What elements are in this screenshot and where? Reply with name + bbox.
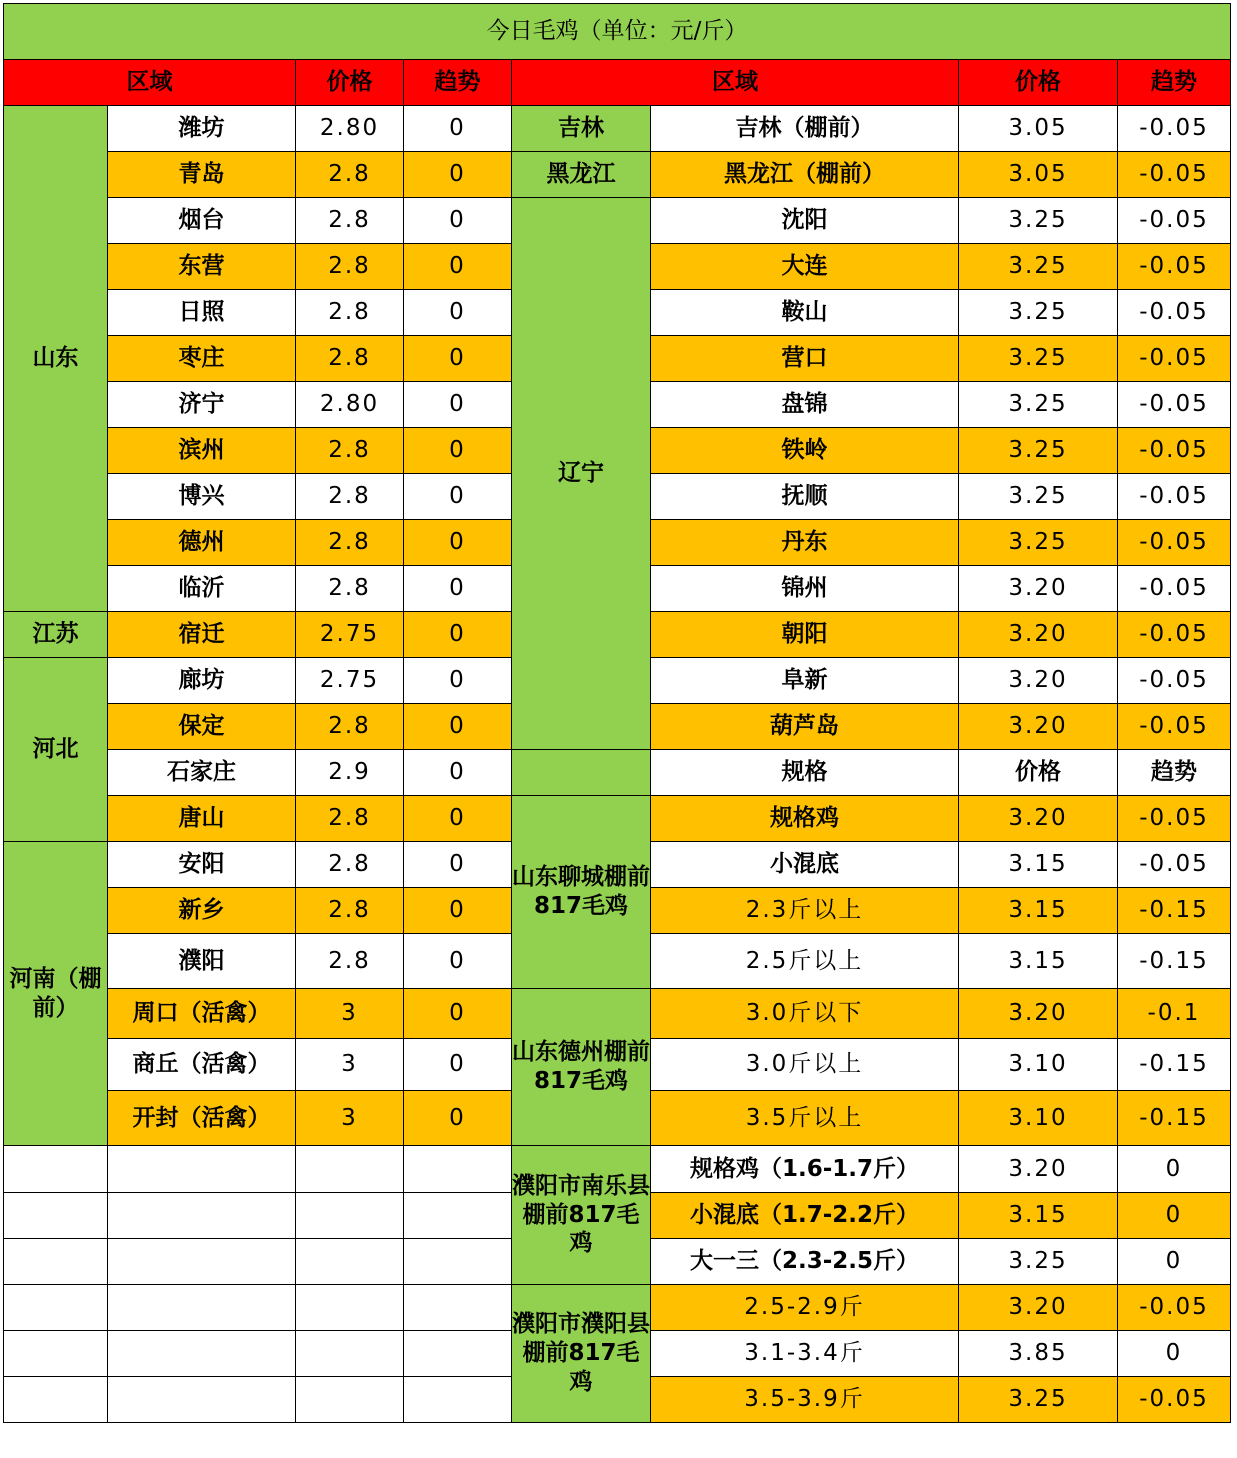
group-shandong: 山东 [4,106,108,612]
right-trend: 0 [1118,1239,1231,1285]
left-price: 2.8 [296,704,404,750]
right-trend: 0 [1118,1193,1231,1239]
left-trend: 0 [404,290,512,336]
left-trend: 0 [404,989,512,1039]
left-price: 2.9 [296,750,404,796]
right-trend: -0.05 [1118,520,1231,566]
group-liaoning: 辽宁 [512,198,651,750]
right-price: 3.15 [959,934,1118,989]
right-name: 铁岭 [651,428,959,474]
right-trend: -0.05 [1118,704,1231,750]
left-price: 2.75 [296,658,404,704]
right-name: 盘锦 [651,382,959,428]
header-right-trend: 趋势 [1118,60,1231,106]
right-trend: 0 [1118,1331,1231,1377]
left-city: 周口（活禽） [108,989,296,1039]
left-city: 日照 [108,290,296,336]
right-price: 3.25 [959,244,1118,290]
left-price: 2.8 [296,198,404,244]
header-right-price: 价格 [959,60,1118,106]
group-dezhou: 山东德州棚前817毛鸡 [512,989,651,1146]
right-price: 3.15 [959,842,1118,888]
right-trend: -0.1 [1118,989,1231,1039]
right-name: 规格鸡（1.6-1.7斤） [651,1146,959,1193]
empty-cell [108,1377,296,1423]
right-trend: -0.15 [1118,1091,1231,1146]
right-name: 朝阳 [651,612,959,658]
left-trend: 0 [404,612,512,658]
left-price: 3 [296,989,404,1039]
right-name: 小混底 [651,842,959,888]
left-price: 2.8 [296,152,404,198]
left-price: 3 [296,1091,404,1146]
right-name: 规格鸡 [651,796,959,842]
right-price: 3.10 [959,1091,1118,1146]
right-price: 3.20 [959,796,1118,842]
empty-cell [404,1146,512,1193]
group-puyang: 濮阳市濮阳县棚前817毛鸡 [512,1285,651,1423]
right-trend: -0.05 [1118,106,1231,152]
left-trend: 0 [404,566,512,612]
left-trend: 0 [404,428,512,474]
empty-cell [108,1285,296,1331]
left-trend: 0 [404,1091,512,1146]
left-city: 烟台 [108,198,296,244]
right-trend: -0.05 [1118,428,1231,474]
left-city: 开封（活禽） [108,1091,296,1146]
group-nanle: 濮阳市南乐县棚前817毛鸡 [512,1146,651,1285]
left-city: 安阳 [108,842,296,888]
left-price: 2.75 [296,612,404,658]
left-price: 2.8 [296,428,404,474]
right-trend: -0.05 [1118,658,1231,704]
left-trend: 0 [404,658,512,704]
empty-cell [404,1377,512,1423]
right-price: 3.20 [959,989,1118,1039]
right-name: 2.5-2.9斤 [651,1285,959,1331]
right-price: 3.25 [959,520,1118,566]
empty-cell [108,1239,296,1285]
left-trend: 0 [404,1039,512,1091]
right-name: 3.1-3.4斤 [651,1331,959,1377]
left-price: 2.8 [296,290,404,336]
left-price: 2.8 [296,796,404,842]
left-price: 2.8 [296,474,404,520]
left-trend: 0 [404,336,512,382]
right-name: 阜新 [651,658,959,704]
empty-cell [4,1193,108,1239]
right-name: 大连 [651,244,959,290]
right-trend: -0.05 [1118,474,1231,520]
left-city: 滨州 [108,428,296,474]
left-trend: 0 [404,888,512,934]
right-name: 丹东 [651,520,959,566]
right-name: 抚顺 [651,474,959,520]
group-henan: 河南（棚前） [4,842,108,1146]
right-price: 3.25 [959,336,1118,382]
group-jilin: 吉林 [512,106,651,152]
group-liaocheng: 山东聊城棚前817毛鸡 [512,796,651,989]
empty-cell [404,1285,512,1331]
left-price: 2.8 [296,566,404,612]
right-name: 3.0斤以上 [651,1039,959,1091]
empty-cell [296,1285,404,1331]
right-trend: -0.05 [1118,842,1231,888]
right-price: 3.15 [959,888,1118,934]
right-price: 3.20 [959,704,1118,750]
left-trend: 0 [404,382,512,428]
empty-cell [296,1239,404,1285]
right-name: 营口 [651,336,959,382]
right-trend: -0.15 [1118,888,1231,934]
right-price: 3.05 [959,152,1118,198]
right-price: 3.05 [959,106,1118,152]
left-city: 唐山 [108,796,296,842]
right-name: 3.5斤以上 [651,1091,959,1146]
right-price: 3.15 [959,1193,1118,1239]
right-trend: -0.05 [1118,152,1231,198]
left-city: 枣庄 [108,336,296,382]
empty-cell [404,1239,512,1285]
price-table-container [3,3,1231,1423]
chicken-price-table [3,3,1231,1423]
empty-cell [4,1239,108,1285]
left-city: 博兴 [108,474,296,520]
empty-cell [296,1193,404,1239]
left-price: 2.8 [296,888,404,934]
left-city: 东营 [108,244,296,290]
right-trend: 0 [1118,1146,1231,1193]
left-price: 2.8 [296,842,404,888]
left-city: 石家庄 [108,750,296,796]
right-price: 3.20 [959,566,1118,612]
left-price: 2.8 [296,244,404,290]
left-trend: 0 [404,704,512,750]
right-name: 2.5斤以上 [651,934,959,989]
right-name: 葫芦岛 [651,704,959,750]
spec-header-blank [512,750,651,796]
right-trend: -0.05 [1118,244,1231,290]
header-right-region: 区域 [512,60,959,106]
header-left-trend: 趋势 [404,60,512,106]
header-left-region: 区域 [4,60,296,106]
left-city: 济宁 [108,382,296,428]
right-name: 2.3斤以上 [651,888,959,934]
left-city: 商丘（活禽） [108,1039,296,1091]
empty-cell [404,1331,512,1377]
left-price: 2.80 [296,106,404,152]
right-price: 3.20 [959,658,1118,704]
right-name: 锦州 [651,566,959,612]
right-price: 3.20 [959,1146,1118,1193]
group-jiangsu: 江苏 [4,612,108,658]
right-name: 吉林（棚前） [651,106,959,152]
left-city: 廊坊 [108,658,296,704]
right-trend: -0.05 [1118,336,1231,382]
spec-header-spec: 规格 [651,750,959,796]
right-price: 3.25 [959,428,1118,474]
right-trend: -0.05 [1118,1285,1231,1331]
right-name: 3.5-3.9斤 [651,1377,959,1423]
right-name: 小混底（1.7-2.2斤） [651,1193,959,1239]
empty-cell [4,1331,108,1377]
right-trend: -0.05 [1118,566,1231,612]
left-trend: 0 [404,796,512,842]
right-name: 沈阳 [651,198,959,244]
table-title: 今日毛鸡（单位：元/斤） [4,4,1231,60]
left-city: 宿迁 [108,612,296,658]
left-price: 2.8 [296,934,404,989]
empty-cell [404,1193,512,1239]
left-trend: 0 [404,106,512,152]
spec-header-trend: 趋势 [1118,750,1231,796]
empty-cell [296,1331,404,1377]
empty-cell [108,1193,296,1239]
empty-cell [296,1146,404,1193]
right-name: 黑龙江（棚前） [651,152,959,198]
left-trend: 0 [404,520,512,566]
empty-cell [296,1377,404,1423]
right-trend: -0.05 [1118,382,1231,428]
left-trend: 0 [404,474,512,520]
right-trend: -0.05 [1118,1377,1231,1423]
right-name: 鞍山 [651,290,959,336]
left-trend: 0 [404,152,512,198]
left-city: 德州 [108,520,296,566]
left-trend: 0 [404,244,512,290]
right-price: 3.10 [959,1039,1118,1091]
right-trend: -0.15 [1118,1039,1231,1091]
left-price: 3 [296,1039,404,1091]
right-price: 3.20 [959,612,1118,658]
left-trend: 0 [404,750,512,796]
right-name: 3.0斤以下 [651,989,959,1039]
left-city: 新乡 [108,888,296,934]
left-city: 保定 [108,704,296,750]
group-hebei: 河北 [4,658,108,842]
right-trend: -0.05 [1118,612,1231,658]
right-price: 3.85 [959,1331,1118,1377]
spec-header-price: 价格 [959,750,1118,796]
header-left-price: 价格 [296,60,404,106]
left-price: 2.8 [296,336,404,382]
right-price: 3.25 [959,198,1118,244]
left-city: 潍坊 [108,106,296,152]
left-trend: 0 [404,934,512,989]
left-city: 濮阳 [108,934,296,989]
right-trend: -0.05 [1118,198,1231,244]
empty-cell [4,1146,108,1193]
right-price: 3.25 [959,474,1118,520]
right-price: 3.25 [959,1239,1118,1285]
empty-cell [4,1285,108,1331]
left-city: 青岛 [108,152,296,198]
right-price: 3.25 [959,382,1118,428]
left-price: 2.8 [296,520,404,566]
empty-cell [4,1377,108,1423]
right-price: 3.20 [959,1285,1118,1331]
right-trend: -0.05 [1118,290,1231,336]
left-trend: 0 [404,198,512,244]
right-trend: -0.15 [1118,934,1231,989]
left-city: 临沂 [108,566,296,612]
empty-cell [108,1146,296,1193]
right-price: 3.25 [959,290,1118,336]
left-price: 2.80 [296,382,404,428]
right-price: 3.25 [959,1377,1118,1423]
right-trend: -0.05 [1118,796,1231,842]
group-heilongjiang: 黑龙江 [512,152,651,198]
right-name: 大一三（2.3-2.5斤） [651,1239,959,1285]
left-trend: 0 [404,842,512,888]
empty-cell [108,1331,296,1377]
